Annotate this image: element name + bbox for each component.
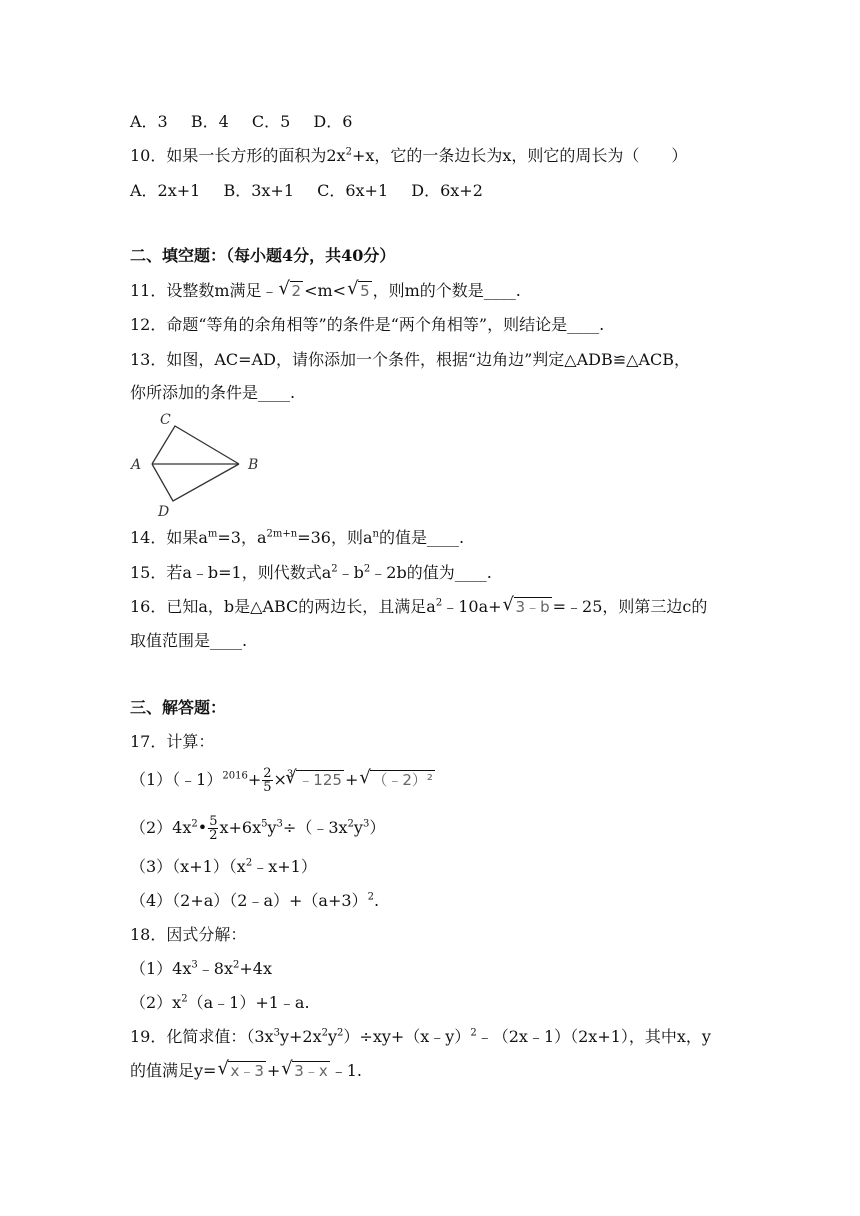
label-c: C [160, 412, 171, 428]
label-b: B [248, 457, 259, 473]
q18-title: 18．因式分解： [130, 925, 247, 944]
q12: 12．命题“等角的余角相等”的条件是“两个角相等”，则结论是____. [130, 315, 605, 334]
q14: 14．如果$a^m=3$，$a^{2m+n}=36$，则$a^n$的值是____. [130, 528, 465, 547]
q13-line2: 你所添加的条件是____. [130, 383, 296, 402]
q9-option-c: C．5 [251, 112, 291, 131]
sqrt-2: √ 2 [279, 280, 304, 302]
side-ac [152, 426, 239, 464]
q16-line2: 取值范围是____. [130, 631, 248, 650]
q18-part1: $(1)4x^3﹣8x^2+4x$ [130, 959, 272, 978]
q10-option-d: D．6x+2 [411, 181, 483, 200]
sqrt-neg2-squared: √ （﹣2）² [359, 766, 435, 794]
q11: 11．设整数m满足﹣√ 2 <m<√ 5 ，则m的个数是____. [130, 280, 521, 302]
q16-line1: 16．已知a，b是△ABC的两边长，且满足$a^2﹣10a+√$ 3﹣b =﹣25，则第三边c的 [130, 596, 707, 618]
fraction-5-2: $\frac{5}{2}$ [209, 814, 218, 843]
q18-part2: $(2)x^2(a﹣1)+1﹣a$. [130, 993, 310, 1012]
q9-option-d: D．6 [313, 112, 353, 131]
q10-option-c: C．6x+1 [317, 181, 389, 200]
q13-figure [128, 410, 268, 520]
fraction-2-5: $\frac{2}{5}$ [263, 766, 272, 795]
q9-option-a: A．3 [130, 112, 168, 131]
section2-title: 二、填空题：（每小题4分，共40分） [130, 246, 396, 265]
q10-options [130, 180, 501, 202]
side-ad [152, 464, 239, 501]
q13-line1: 13．如图，AC=AD，请你添加一个条件，根据“边角边”判定△ADB≌△ACB， [130, 350, 691, 369]
sqrt-5: √ 5 [347, 280, 372, 302]
sqrt-x-minus-3: √ x﹣3 [217, 1060, 265, 1082]
section3-title: 三、解答题： [130, 698, 227, 717]
q9-option-b: B．4 [190, 112, 229, 131]
q17-part4: $(4)(2+a)(2﹣a)+(a+3)^2$. [130, 891, 380, 910]
cbrt-neg125: √ ﹣125 [285, 766, 344, 794]
sqrt-3-minus-x: √ 3﹣x [281, 1060, 329, 1082]
q10-option-b: B．3x+1 [223, 181, 295, 200]
label-a: A [131, 457, 142, 473]
q10-option-a: A．2x+1 [130, 181, 201, 200]
sqrt-3-minus-b: √ 3﹣b [503, 596, 552, 618]
label-d: D [158, 504, 170, 520]
q15: 15．若a﹣b=1，则代数式$a^2﹣b^2﹣2b$的值为____. [130, 563, 492, 582]
q17-part2: $(2)4x^2•$ $\frac{5}{2}$ $x+6x^5y^3\div(﹣3x^2y^3)$ [130, 814, 386, 843]
q10-stem: 10．如果一长方形的面积为$2x^2+x$，它的一条边长为x，则它的周长为（ ） [130, 146, 688, 165]
q19-line1: 19．化简求值：$(3x^3y+2x^2y^2)\div xy+(x﹣y)^2﹣(2x﹣1)(2x+1)$，其中x，y [130, 1027, 711, 1046]
q17-part1: （1）（﹣1）$^{2016}$+ $\frac{2}{5}$ ×$^3$√ ﹣125 +√ （﹣2）² [130, 766, 436, 797]
q9-options [130, 111, 370, 133]
q19-line2: 的值满足y=√ x﹣3 +√ 3﹣x ﹣1. [130, 1060, 362, 1082]
q17-part3: $(3)(x+1)(x^2﹣x+1)$ [130, 857, 317, 876]
q17-title: 17．计算： [130, 732, 215, 751]
